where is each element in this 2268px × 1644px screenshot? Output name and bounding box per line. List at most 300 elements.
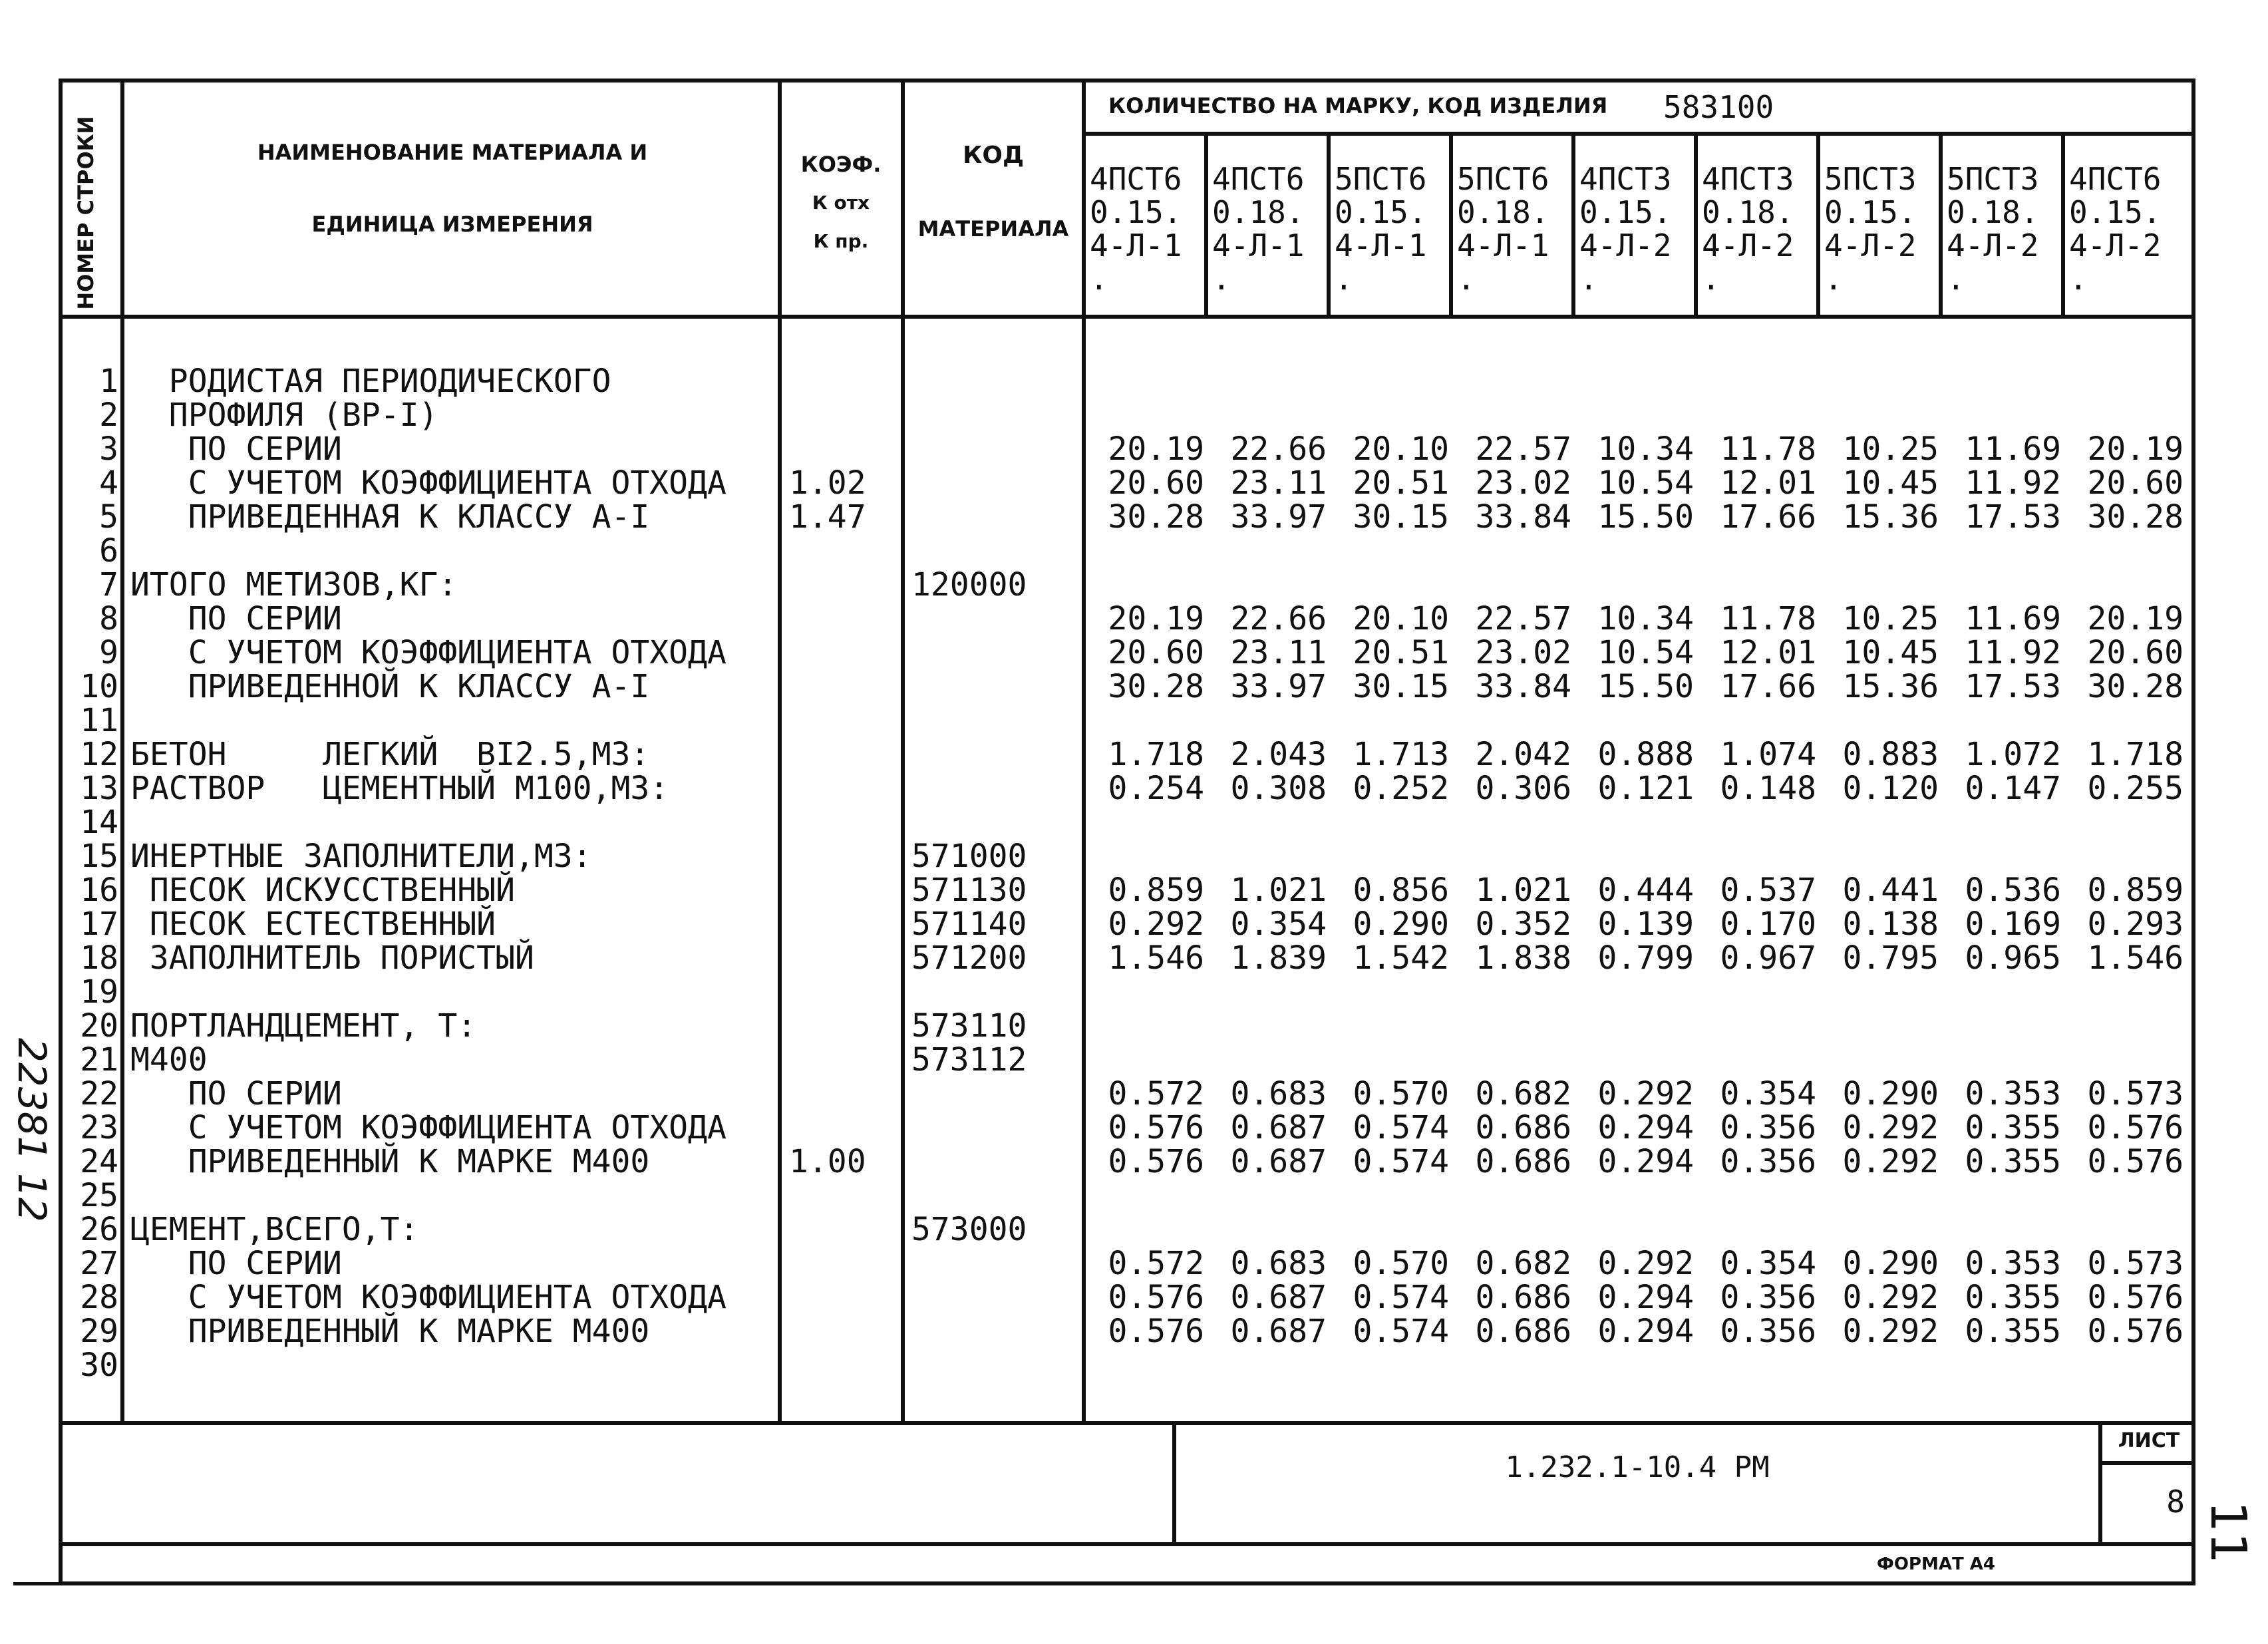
quantity-cell: 30.15 — [1353, 498, 1449, 536]
material-code: 573110 — [911, 1007, 1027, 1045]
coefficient: 1.02 — [789, 464, 866, 502]
quantity-cell: 15.36 — [1842, 668, 1939, 705]
page-number: 11 — [2199, 1501, 2257, 1564]
quantity-cell: 30.15 — [1353, 668, 1449, 705]
header-product-code: 583100 — [1663, 89, 1774, 125]
coefficient — [789, 568, 895, 602]
material-name: БЕТОН ЛЕГКИЙ ВI2.5,М3: — [130, 736, 650, 773]
quantity-cell: 0.294 — [1597, 1279, 1694, 1316]
row-number: 22 — [80, 1075, 118, 1112]
quantity-cell: 0.686 — [1475, 1313, 1571, 1350]
quantity-cell: 1.021 — [1475, 872, 1571, 909]
table-row — [1082, 1111, 2184, 1145]
table-row — [1082, 1077, 2184, 1111]
quantity-cell: 11.78 — [1720, 430, 1816, 468]
table-row — [1082, 466, 2184, 500]
coefficient: 1.00 — [789, 1143, 866, 1180]
quantity-cell: 0.353 — [1965, 1075, 2061, 1112]
table-row — [1082, 636, 2184, 670]
header-coef-line1: КОЭФ. — [800, 152, 882, 177]
quantity-cell: 17.66 — [1720, 668, 1816, 705]
coefficient — [789, 432, 895, 466]
quantity-cell: 1.838 — [1475, 939, 1571, 977]
coefficient — [789, 399, 895, 432]
material-code — [911, 365, 1078, 399]
header-coefficient — [784, 145, 898, 261]
mark-header-cell — [1947, 162, 2038, 295]
quantity-cell: 0.121 — [1597, 770, 1694, 807]
quantity-cell: 0.355 — [1965, 1313, 2061, 1350]
quantity-cell: 0.576 — [1108, 1279, 1204, 1316]
quantity-cell: 17.66 — [1720, 498, 1816, 536]
material-name: С УЧЕТОМ КОЭФФИЦИЕНТА ОТХОДА — [130, 1279, 727, 1316]
mark-header-line: 4-Л-2 — [1947, 228, 2039, 263]
material-code — [911, 738, 1078, 772]
quantity-cell: 0.355 — [1965, 1143, 2061, 1180]
material-name: М400 — [130, 1041, 208, 1078]
material-code: 573112 — [911, 1041, 1027, 1078]
row-number: 28 — [80, 1279, 118, 1316]
header-material-name-line2: ЕДИНИЦА ИЗМЕРЕНИЯ — [311, 212, 593, 238]
quantity-cell: 23.02 — [1475, 464, 1571, 502]
quantity-cell: 30.28 — [2087, 668, 2184, 705]
row-number: 17 — [80, 905, 118, 943]
quantity-cell: 0.687 — [1230, 1313, 1327, 1350]
quantity-cell: 1.546 — [1108, 939, 1204, 977]
mark-header-line: 0.15. — [1090, 194, 1182, 230]
quantity-cell: 0.293 — [2087, 905, 2184, 943]
material-code — [911, 670, 1078, 704]
coefficient — [789, 874, 895, 907]
header-quantity-label: КОЛИЧЕСТВО НА МАРКУ, КОД ИЗДЕЛИЯ — [1108, 93, 1608, 118]
quantity-cell: 0.292 — [1842, 1143, 1939, 1180]
mark-header-line: . — [1090, 261, 1108, 297]
quantity-cell: 11.92 — [1965, 464, 2061, 502]
quantity-cell: 0.965 — [1965, 939, 2061, 977]
quantity-cell: 0.573 — [2087, 1245, 2184, 1282]
material-code: 573000 — [911, 1211, 1027, 1248]
quantity-cell: 20.51 — [1353, 634, 1449, 671]
material-code — [911, 1179, 1078, 1213]
quantity-cell: 0.354 — [1230, 905, 1327, 943]
row-number: 25 — [80, 1177, 118, 1214]
coefficient — [789, 365, 895, 399]
quantity-cell: 1.713 — [1353, 736, 1449, 773]
coefficient — [789, 534, 895, 568]
mark-header-line: . — [1335, 261, 1353, 297]
mark-header-line: 4ПСТ3 — [1579, 161, 1672, 197]
quantity-cell: 0.967 — [1720, 939, 1816, 977]
quantity-cell: 0.576 — [1108, 1143, 1204, 1180]
mark-header-line: 5ПСТ3 — [1824, 161, 1917, 197]
qty-header-divider — [1082, 132, 2195, 136]
quantity-cell: 0.687 — [1230, 1143, 1327, 1180]
row-numbers-column — [72, 365, 118, 1383]
body-bottom-line — [59, 1421, 2195, 1425]
mark-header-line: . — [1457, 261, 1476, 297]
mark-header-line: 4-Л-1 — [1212, 228, 1305, 263]
row-number: 23 — [80, 1109, 118, 1146]
quantity-cell: 0.294 — [1597, 1109, 1694, 1146]
material-name: ИНЕРТНЫЕ ЗАПОЛНИТЕЛИ,М3: — [130, 838, 592, 875]
quantity-cell: 30.28 — [2087, 498, 2184, 536]
quantity-cell: 0.356 — [1720, 1143, 1816, 1180]
table-row — [1082, 500, 2184, 534]
mark-header-line: . — [2069, 261, 2088, 297]
mark-divider — [1449, 132, 1453, 317]
quantity-cell: 0.574 — [1353, 1279, 1449, 1316]
row-number: 6 — [99, 532, 118, 570]
mark-divider — [1204, 132, 1208, 317]
material-code — [911, 1349, 1078, 1383]
quantity-cell: 0.859 — [2087, 872, 2184, 909]
quantity-cell: 0.683 — [1230, 1245, 1327, 1282]
row-number: 26 — [80, 1211, 118, 1248]
quantity-cell: 20.10 — [1353, 600, 1449, 637]
document-code: 1.232.1-10.4 РМ — [1505, 1450, 1770, 1484]
quantity-cell: 1.074 — [1720, 736, 1816, 773]
header-code-line2: МАТЕРИАЛА — [917, 216, 1069, 242]
quantity-cell: 0.576 — [1108, 1109, 1204, 1146]
quantity-cell: 0.292 — [1842, 1109, 1939, 1146]
coefficient — [789, 840, 895, 874]
material-name — [130, 534, 776, 568]
quantity-cell: 0.292 — [1597, 1075, 1694, 1112]
quantity-cell: 0.572 — [1108, 1075, 1204, 1112]
sheet-label: ЛИСТ — [2118, 1429, 2180, 1452]
table-row — [1082, 907, 2184, 941]
row-number: 21 — [80, 1041, 118, 1078]
quantity-cell: 17.53 — [1965, 668, 2061, 705]
quantity-cell: 0.169 — [1965, 905, 2061, 943]
material-code: 120000 — [911, 566, 1027, 603]
table-row — [1082, 602, 2184, 636]
material-name: С УЧЕТОМ КОЭФФИЦИЕНТА ОТХОДА — [130, 634, 727, 671]
material-code — [911, 432, 1078, 466]
material-code — [911, 975, 1078, 1009]
quantity-cell: 0.883 — [1842, 736, 1939, 773]
coefficient — [789, 704, 895, 738]
quantity-cell: 23.11 — [1230, 464, 1327, 502]
material-name: ПЕСОК ИСКУССТВЕННЫЙ — [130, 872, 515, 909]
material-name: ПО СЕРИИ — [130, 600, 342, 637]
material-code — [911, 704, 1078, 738]
material-name: ПЕСОК ЕСТЕСТВЕННЫЙ — [130, 905, 496, 943]
material-name: ПРИВЕДЕННАЯ К КЛАССУ А-I — [130, 498, 650, 536]
quantity-cell: 0.139 — [1597, 905, 1694, 943]
quantity-cell: 10.25 — [1842, 600, 1939, 637]
quantity-cell: 0.120 — [1842, 770, 1939, 807]
material-code — [911, 1077, 1078, 1111]
row-number: 4 — [99, 464, 118, 502]
quantity-cell: 22.66 — [1230, 430, 1327, 468]
quantity-cell: 2.042 — [1475, 736, 1571, 773]
row-number: 19 — [80, 973, 118, 1011]
row-number: 10 — [80, 668, 118, 705]
quantity-cell: 0.576 — [2087, 1143, 2184, 1180]
quantity-cell: 0.148 — [1720, 770, 1816, 807]
row-number: 11 — [80, 702, 118, 739]
quantity-cell: 0.292 — [1842, 1279, 1939, 1316]
quantity-cell: 20.60 — [2087, 464, 2184, 502]
quantity-cell: 0.444 — [1597, 872, 1694, 909]
quantity-cell: 22.57 — [1475, 600, 1571, 637]
mark-header-line: 4ПСТ6 — [1212, 161, 1305, 197]
mark-divider — [2061, 132, 2065, 317]
table-row — [1082, 941, 2184, 975]
mark-header-line: 5ПСТ6 — [1335, 161, 1427, 197]
quantity-cell: 10.25 — [1842, 430, 1939, 468]
quantity-cell: 20.60 — [1108, 464, 1204, 502]
material-code — [911, 1315, 1078, 1349]
table-row — [1082, 432, 2184, 466]
quantity-cell: 0.356 — [1720, 1313, 1816, 1350]
mark-header-cell — [1824, 162, 1916, 295]
mark-header-line: 4-Л-2 — [2069, 228, 2162, 263]
mark-divider — [1571, 132, 1575, 317]
mark-header-line: 5ПСТ6 — [1457, 161, 1549, 197]
mark-header-line: 0.15. — [2069, 194, 2162, 230]
quantity-cell: 1.072 — [1965, 736, 2061, 773]
mark-divider — [1694, 132, 1698, 317]
quantity-cell: 20.19 — [2087, 430, 2184, 468]
header-material-code — [906, 141, 1080, 242]
quantity-cell: 0.356 — [1720, 1109, 1816, 1146]
row-number: 12 — [80, 736, 118, 773]
coefficient — [789, 602, 895, 636]
row-number: 13 — [80, 770, 118, 807]
mark-header-line: . — [1579, 261, 1598, 297]
material-code — [911, 772, 1078, 806]
quantity-cell: 0.294 — [1597, 1313, 1694, 1350]
material-name: ИТОГО МЕТИЗОВ,КГ: — [130, 566, 458, 603]
quantity-cell: 0.574 — [1353, 1313, 1449, 1350]
quantity-cell: 23.02 — [1475, 634, 1571, 671]
quantity-cell: 0.686 — [1475, 1279, 1571, 1316]
table-row — [1082, 1247, 2184, 1281]
coefficient — [789, 738, 895, 772]
mark-header-line: 4-Л-1 — [1090, 228, 1182, 263]
quantity-cell: 0.353 — [1965, 1245, 2061, 1282]
quantity-cell: 10.45 — [1842, 464, 1939, 502]
mark-header-line: 4-Л-1 — [1457, 228, 1549, 263]
mark-header-line: . — [1947, 261, 1965, 297]
material-name: С УЧЕТОМ КОЭФФИЦИЕНТА ОТХОДА — [130, 464, 727, 502]
coefficient — [789, 806, 895, 840]
coefficient — [789, 1315, 895, 1349]
quantity-cell: 0.682 — [1475, 1245, 1571, 1282]
quantity-cell: 0.572 — [1108, 1245, 1204, 1282]
quantity-cell: 0.290 — [1842, 1075, 1939, 1112]
material-name: ПО СЕРИИ — [130, 1075, 342, 1112]
material-name: ПРИВЕДЕННЫЙ К МАРКЕ М400 — [130, 1313, 650, 1350]
material-code: 571130 — [911, 872, 1027, 909]
coefficient — [789, 1043, 895, 1077]
coefficient — [789, 1349, 895, 1383]
row-number: 30 — [80, 1347, 118, 1384]
row-number: 16 — [80, 872, 118, 909]
quantity-cell: 0.292 — [1108, 905, 1204, 943]
quantity-cell: 0.570 — [1353, 1075, 1449, 1112]
quantity-cell: 0.536 — [1965, 872, 2061, 909]
material-code — [911, 534, 1078, 568]
stamp-divider — [2098, 1461, 2195, 1465]
table-row — [1082, 670, 2184, 704]
mark-header-line: 0.15. — [1579, 194, 1672, 230]
mark-header-cell — [1457, 162, 1549, 295]
quantity-cell: 30.28 — [1108, 498, 1204, 536]
material-names-column — [130, 365, 776, 1383]
material-name — [130, 704, 776, 738]
mark-header-line: 4-Л-1 — [1335, 228, 1427, 263]
table-row — [1082, 738, 2184, 772]
header-coef-line3: К пр. — [813, 230, 869, 252]
mark-header-line: 0.15. — [1824, 194, 1917, 230]
material-code — [911, 602, 1078, 636]
material-code — [911, 466, 1078, 500]
table-row — [1082, 1281, 2184, 1315]
quantity-cell: 0.255 — [2087, 770, 2184, 807]
quantity-cell: 0.686 — [1475, 1109, 1571, 1146]
material-name: ПО СЕРИИ — [130, 1245, 342, 1282]
quantity-cell: 0.147 — [1965, 770, 2061, 807]
mark-divider — [1816, 132, 1820, 317]
material-code — [911, 1111, 1078, 1145]
quantity-cell: 0.354 — [1720, 1075, 1816, 1112]
quantity-cell: 0.570 — [1353, 1245, 1449, 1282]
quantity-cell: 0.355 — [1965, 1109, 2061, 1146]
mark-header-cell — [1579, 162, 1671, 295]
row-number: 29 — [80, 1313, 118, 1350]
table-row — [1082, 772, 2184, 806]
quantity-cell: 33.84 — [1475, 668, 1571, 705]
archive-number: 22381 12 — [9, 1038, 55, 1222]
material-name: ПО СЕРИИ — [130, 430, 342, 468]
sheet-number: 8 — [2166, 1484, 2185, 1520]
coefficient — [789, 1077, 895, 1111]
quantity-cell: 0.576 — [2087, 1109, 2184, 1146]
material-name — [130, 975, 776, 1009]
row-number: 20 — [80, 1007, 118, 1045]
mark-header-cell — [1335, 162, 1426, 295]
row-number: 5 — [99, 498, 118, 536]
coefficient — [789, 1179, 895, 1213]
bottom-rule — [13, 1582, 2195, 1585]
header-material-name — [133, 140, 772, 238]
quantity-cell: 0.308 — [1230, 770, 1327, 807]
quantity-cell: 12.01 — [1720, 634, 1816, 671]
quantity-cell: 0.306 — [1475, 770, 1571, 807]
quantity-cell: 15.36 — [1842, 498, 1939, 536]
quantity-cell: 10.54 — [1597, 634, 1694, 671]
mark-header-line: 4ПСТ3 — [1702, 161, 1794, 197]
col-divider — [778, 79, 782, 1424]
material-code: 571140 — [911, 905, 1027, 943]
quantity-cell: 1.718 — [2087, 736, 2184, 773]
material-code: 571000 — [911, 838, 1027, 875]
header-coef-line2: К отх — [812, 192, 870, 214]
quantity-cell: 0.441 — [1842, 872, 1939, 909]
row-number: 24 — [80, 1143, 118, 1180]
quantity-cell: 1.542 — [1353, 939, 1449, 977]
coefficient — [789, 1111, 895, 1145]
quantity-cell: 0.537 — [1720, 872, 1816, 909]
quantity-cell: 0.687 — [1230, 1109, 1327, 1146]
table-row — [1082, 874, 2184, 907]
material-name: С УЧЕТОМ КОЭФФИЦИЕНТА ОТХОДА — [130, 1109, 727, 1146]
quantity-cell: 1.839 — [1230, 939, 1327, 977]
quantity-cell: 0.795 — [1842, 939, 1939, 977]
quantity-cell: 20.60 — [1108, 634, 1204, 671]
row-number: 8 — [99, 600, 118, 637]
row-number: 15 — [80, 838, 118, 875]
quantity-cell: 10.34 — [1597, 600, 1694, 637]
material-code — [911, 1281, 1078, 1315]
quantity-cell: 0.254 — [1108, 770, 1204, 807]
quantity-cell: 20.51 — [1353, 464, 1449, 502]
mark-header-line: . — [1824, 261, 1843, 297]
material-code — [911, 399, 1078, 432]
quantity-cell: 15.50 — [1597, 668, 1694, 705]
mark-header-line: 0.18. — [1947, 194, 2039, 230]
header-code-line1: КОД — [962, 142, 1025, 169]
quantity-cell: 20.60 — [2087, 634, 2184, 671]
coefficient — [789, 636, 895, 670]
quantity-cell: 0.292 — [1597, 1245, 1694, 1282]
quantity-cell: 0.294 — [1597, 1143, 1694, 1180]
quantity-cell: 11.69 — [1965, 600, 2061, 637]
quantity-cell: 0.682 — [1475, 1075, 1571, 1112]
row-number: 3 — [99, 430, 118, 468]
col-divider — [120, 79, 124, 1424]
row-number: 7 — [99, 566, 118, 603]
coefficient — [789, 907, 895, 941]
coefficient — [789, 1213, 895, 1247]
mark-header-line: 5ПСТ3 — [1947, 161, 2039, 197]
material-name: ЦЕМЕНТ,ВСЕГО,Т: — [130, 1211, 419, 1248]
mark-divider — [1327, 132, 1331, 317]
quantity-cell: 30.28 — [1108, 668, 1204, 705]
coefficient — [789, 670, 895, 704]
quantity-cell: 1.021 — [1230, 872, 1327, 909]
quantity-cell: 0.352 — [1475, 905, 1571, 943]
mark-header-line: 4-Л-2 — [1579, 228, 1672, 263]
coefficient — [789, 1281, 895, 1315]
quantity-cell: 0.356 — [1720, 1279, 1816, 1316]
mark-header-line: 4-Л-2 — [1702, 228, 1794, 263]
quantity-cell: 0.574 — [1353, 1109, 1449, 1146]
quantity-cell: 10.34 — [1597, 430, 1694, 468]
mark-header-line: 0.18. — [1457, 194, 1549, 230]
material-name: РАСТВОР ЦЕМЕНТНЫЙ М100,М3: — [130, 770, 669, 807]
quantity-cell: 1.718 — [1108, 736, 1204, 773]
material-name: ПРОФИЛЯ (ВР-I) — [130, 397, 438, 434]
mark-header-line: . — [1702, 261, 1720, 297]
mark-header-line: 4ПСТ6 — [2069, 161, 2162, 197]
mark-header-cell — [2069, 162, 2161, 295]
quantity-cell: 11.69 — [1965, 430, 2061, 468]
quantity-cell: 0.290 — [1353, 905, 1449, 943]
quantity-cell: 20.19 — [1108, 600, 1204, 637]
quantity-cell: 17.53 — [1965, 498, 2061, 536]
header-bottom-line — [59, 315, 2195, 319]
quantity-cell: 0.292 — [1842, 1313, 1939, 1350]
material-name — [130, 1179, 776, 1213]
mark-header-line: 0.18. — [1702, 194, 1794, 230]
coefficient — [789, 1009, 895, 1043]
quantity-cell: 20.19 — [2087, 600, 2184, 637]
quantity-cell: 0.576 — [2087, 1313, 2184, 1350]
